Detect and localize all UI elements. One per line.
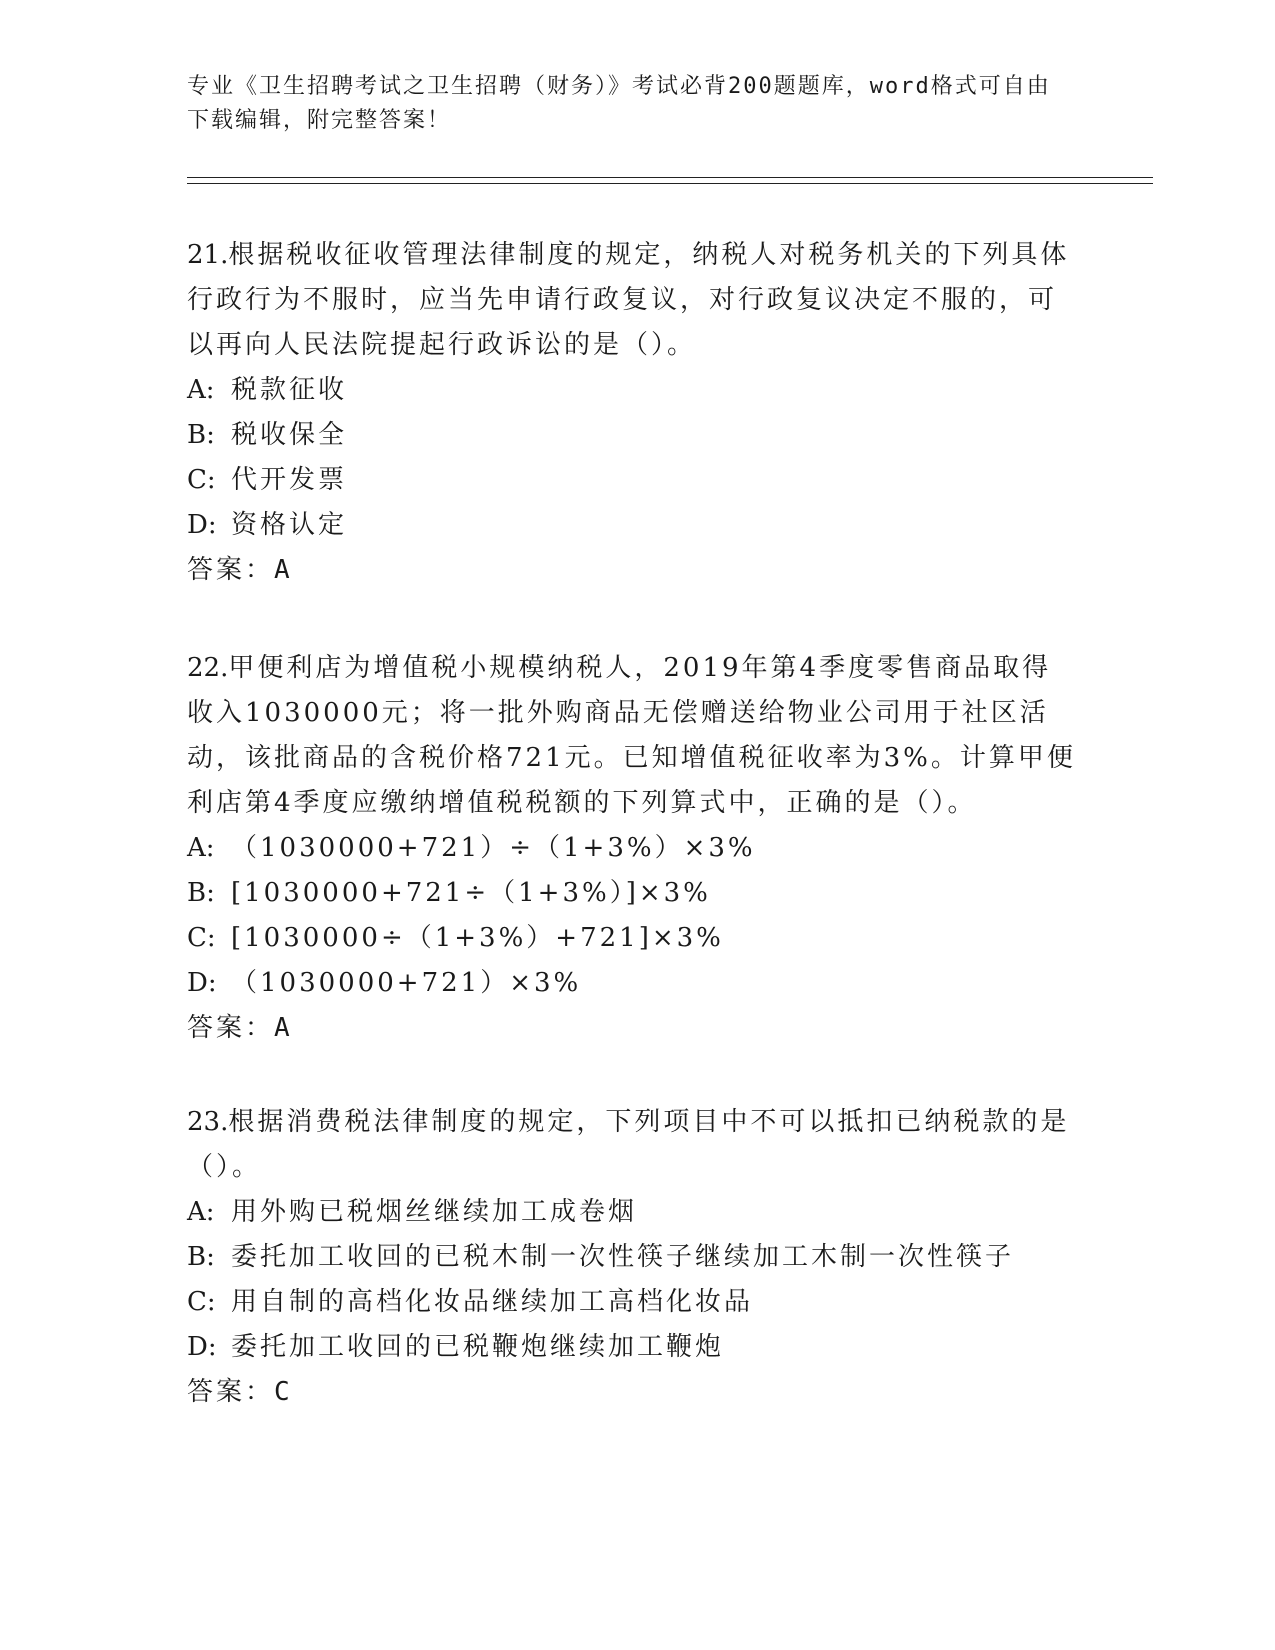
question-number: 22. bbox=[187, 653, 229, 683]
option-d bbox=[187, 503, 1077, 548]
option-b bbox=[187, 413, 1077, 458]
option-text: 税款征收 bbox=[231, 375, 348, 405]
option-text: 税收保全 bbox=[231, 420, 348, 450]
document-header: 专业《卫生招聘考试之卫生招聘（财务）》考试必背200题题库，word格式可自由下载编辑，附完整答案！ bbox=[187, 74, 1051, 133]
option-key: D: bbox=[187, 1332, 217, 1362]
option-c bbox=[187, 1280, 1077, 1325]
option-key: A: bbox=[187, 1197, 215, 1227]
option-text: 用自制的高档化妆品继续加工高档化妆品 bbox=[231, 1287, 754, 1317]
question-22 bbox=[187, 646, 1077, 1051]
option-text: 代开发票 bbox=[231, 465, 348, 495]
question-stem bbox=[187, 233, 1077, 368]
option-key: B: bbox=[187, 1242, 215, 1272]
question-text: 根据税收征收管理法律制度的规定，纳税人对税务机关的下列具体行政行为不服时，应当先申请行政复议，对行政复议决定不服的，可以再向人民法院提起行政诉讼的是（）。 bbox=[187, 240, 1070, 360]
option-key: B: bbox=[187, 420, 215, 450]
question-stem bbox=[187, 646, 1077, 826]
option-key: B: bbox=[187, 878, 215, 908]
option-key: A: bbox=[187, 833, 215, 863]
option-b bbox=[187, 871, 1077, 916]
option-text: （1030000+721）÷（1+3%）×3% bbox=[231, 833, 756, 863]
question-text: 根据消费税法律制度的规定，下列项目中不可以抵扣已纳税款的是（）。 bbox=[187, 1107, 1070, 1182]
question-stem bbox=[187, 1100, 1077, 1190]
question-23 bbox=[187, 1100, 1077, 1415]
header-rule-top bbox=[187, 177, 1153, 178]
option-a bbox=[187, 826, 1077, 871]
option-key: D: bbox=[187, 968, 217, 998]
option-d bbox=[187, 961, 1077, 1006]
option-text: （1030000+721）×3% bbox=[231, 968, 582, 998]
option-c bbox=[187, 458, 1077, 503]
option-key: C: bbox=[187, 1287, 216, 1317]
option-c bbox=[187, 916, 1077, 961]
option-text: [1030000÷（1+3%）+721]×3% bbox=[231, 923, 724, 953]
answer-line: 答案：C bbox=[187, 1377, 293, 1407]
answer-line: 答案：A bbox=[187, 1013, 293, 1043]
option-a bbox=[187, 1190, 1077, 1235]
answer-line: 答案：A bbox=[187, 555, 293, 585]
option-text: 委托加工收回的已税木制一次性筷子继续加工木制一次性筷子 bbox=[231, 1242, 1015, 1272]
option-a bbox=[187, 368, 1077, 413]
option-key: D: bbox=[187, 510, 217, 540]
option-text: [1030000+721÷（1+3%）]×3% bbox=[231, 878, 711, 908]
question-text: 甲便利店为增值税小规模纳税人，2019年第4季度零售商品取得收入1030000元；将一批外购商品无偿赠送给物业公司用于社区活动，该批商品的含税价格721元。已知增值税征收率为3%。计算甲便利店第4季度应缴纳增值税税额的下列算式中，正确的是（）。 bbox=[187, 653, 1076, 818]
option-d bbox=[187, 1325, 1077, 1370]
question-number: 23. bbox=[187, 1107, 229, 1137]
option-key: C: bbox=[187, 465, 216, 495]
option-key: C: bbox=[187, 923, 216, 953]
header-rule-bottom bbox=[187, 183, 1153, 184]
question-number: 21. bbox=[187, 240, 229, 270]
option-text: 委托加工收回的已税鞭炮继续加工鞭炮 bbox=[231, 1332, 725, 1362]
question-21 bbox=[187, 233, 1077, 593]
option-key: A: bbox=[187, 375, 215, 405]
option-text: 用外购已税烟丝继续加工成卷烟 bbox=[231, 1197, 638, 1227]
option-b bbox=[187, 1235, 1077, 1280]
option-text: 资格认定 bbox=[231, 510, 348, 540]
